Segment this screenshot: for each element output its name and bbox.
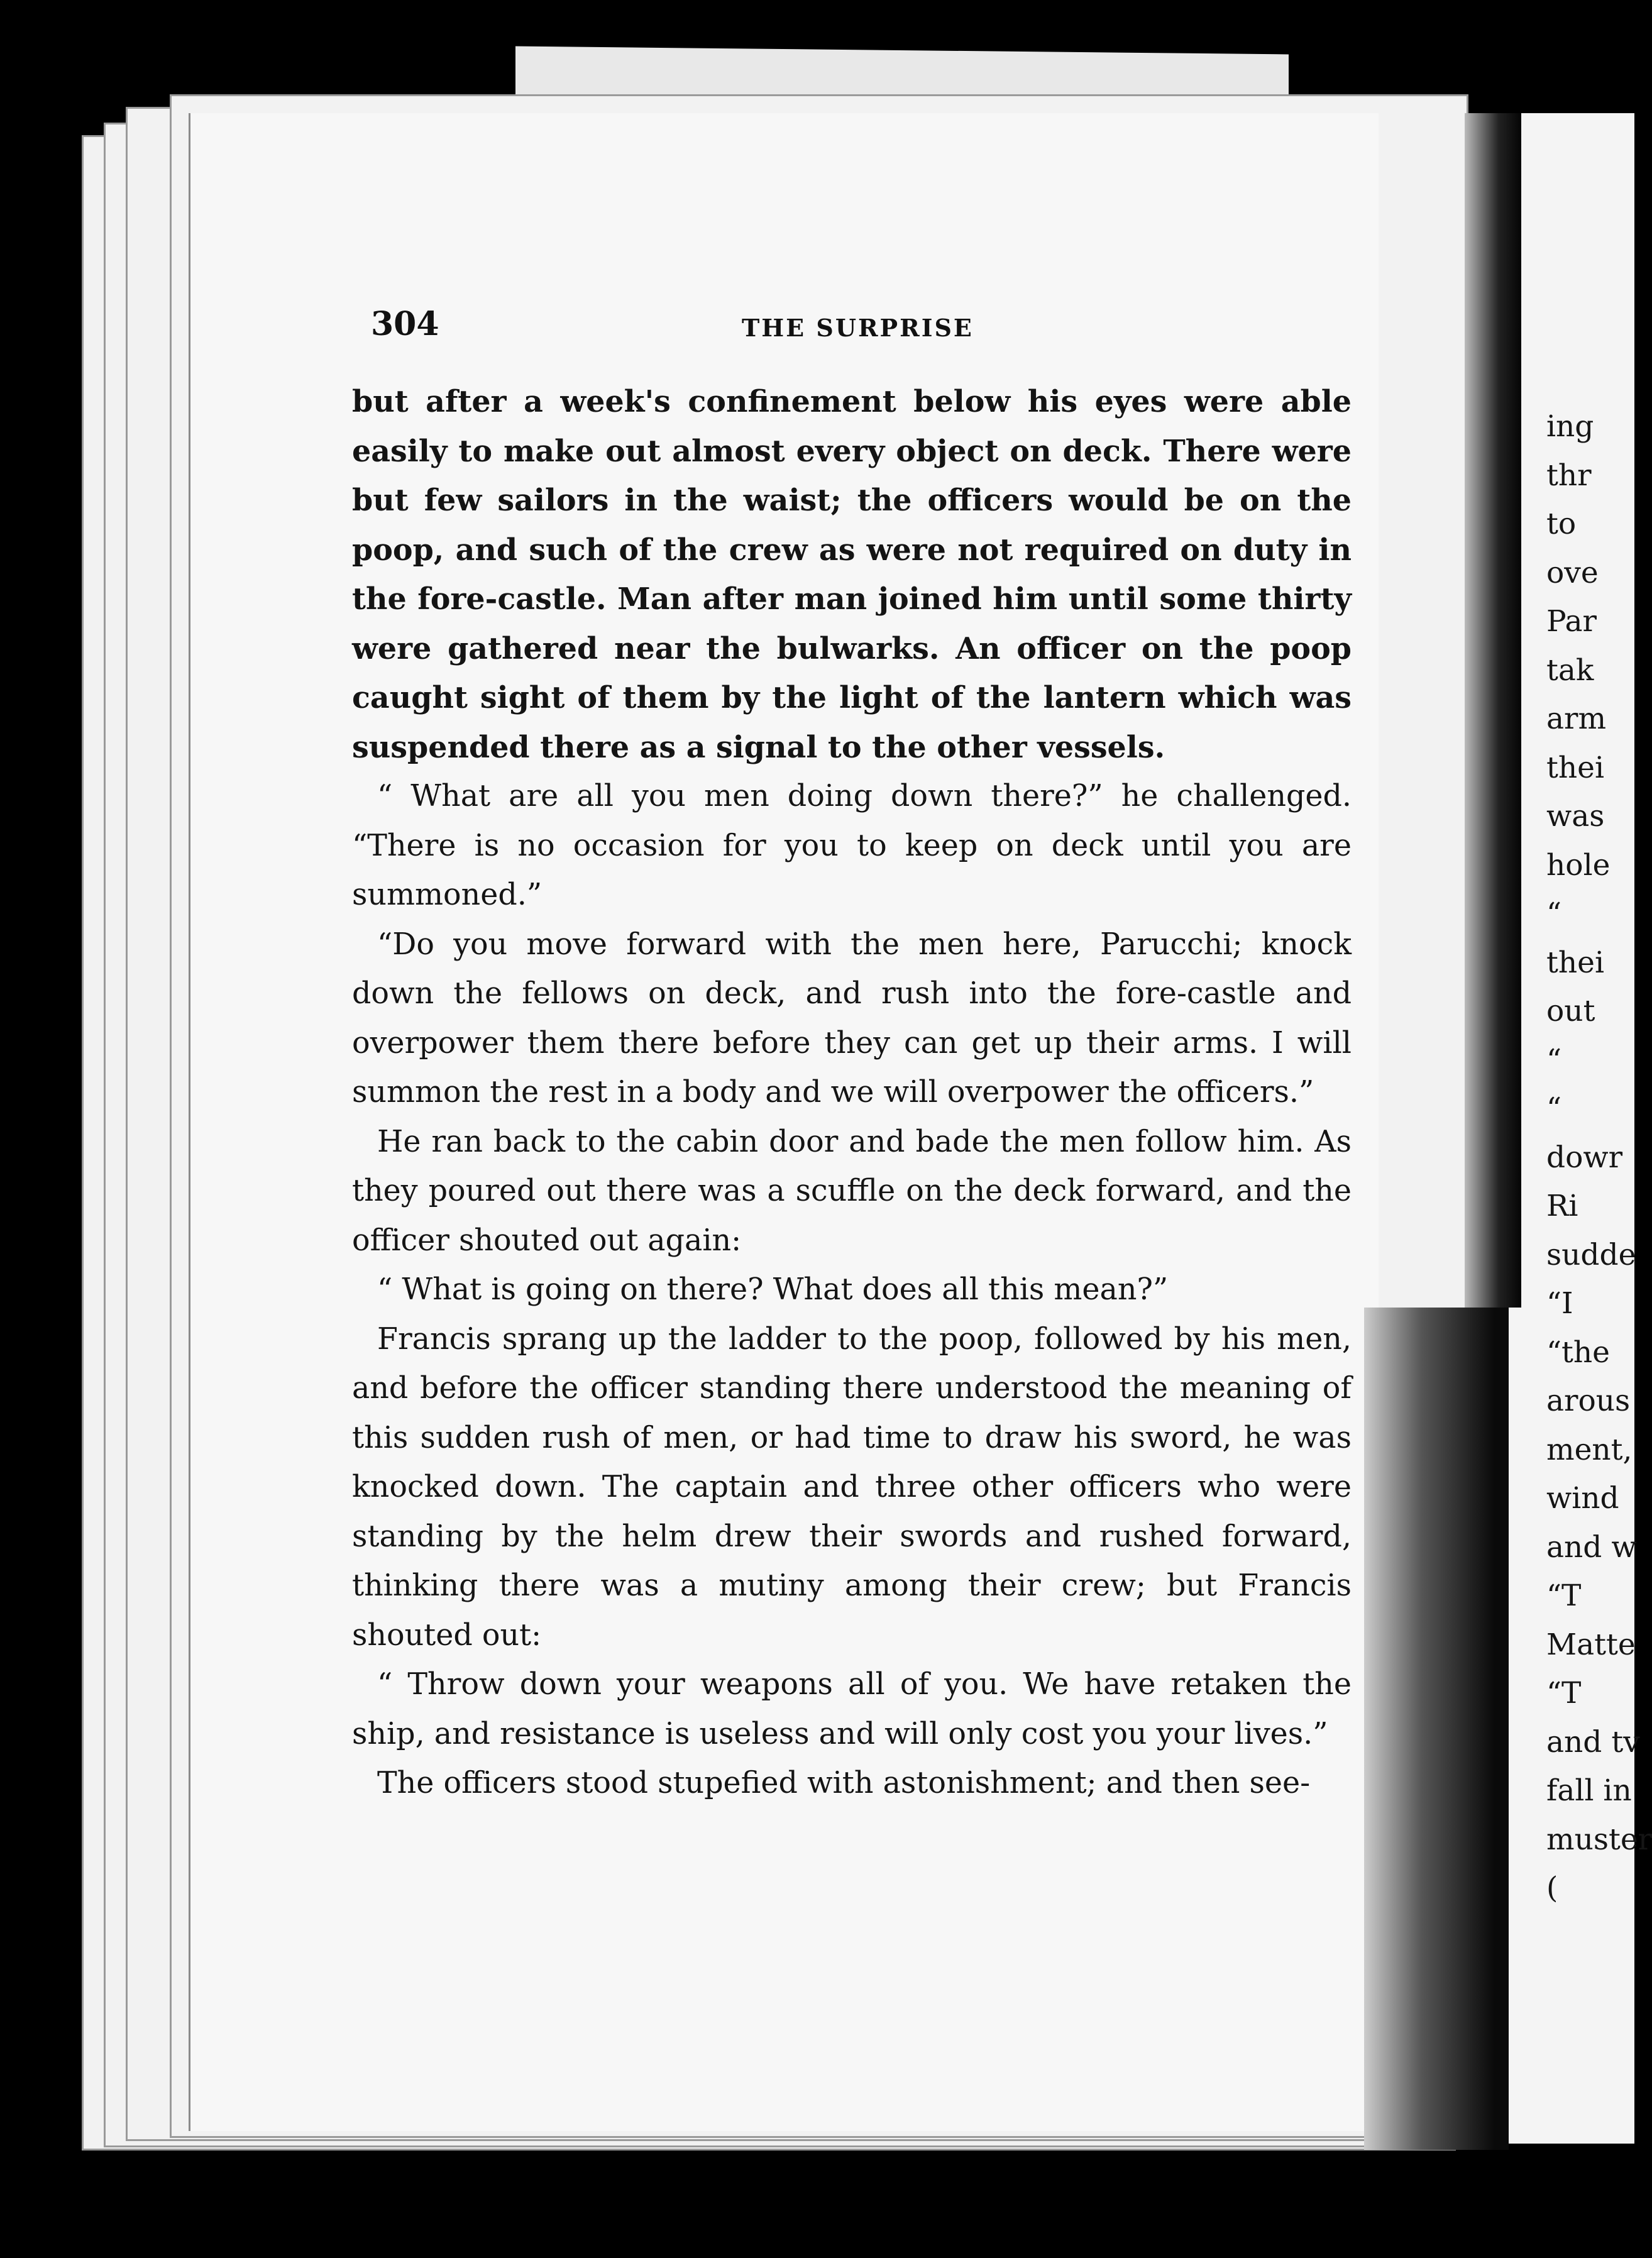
facing-line: ment, [1546,1432,1633,1467]
facing-line: ove [1546,555,1599,590]
facing-line: “ [1546,1042,1562,1077]
paragraph: Francis sprang up the ladder to the poop, followed by his men, and before the officer standing there understood the meaning of this sudden rush of men, or had time to draw his sword, he was knocked down. The captain and three other officers who were standing by the helm drew their swords and rushed forward, thinking there was a mutiny among their crew; but Francis shouted out: [352,1321,1352,1653]
paragraph: “ What are all you men doing down there?” he challenged. “There is no occasion for you to keep on deck until you are summoned.” [352,779,1352,912]
facing-line: wind [1546,1481,1619,1516]
page-number: 304 [371,305,439,343]
facing-line: was [1546,799,1605,834]
facing-line: and w [1546,1529,1637,1565]
facing-line: Matte [1546,1627,1636,1662]
facing-line: muster [1546,1822,1652,1857]
facing-line: arous [1546,1384,1631,1418]
paragraph: “ Throw down your weapons all of you. We have retaken the ship, and resistance is useless and will only cost you your lives.” [352,1667,1352,1751]
facing-line: “ [1546,896,1562,931]
paragraph: The officers stood stupefied with astonishment; and then see- [377,1766,1311,1800]
running-title: THE SURPRISE [742,314,974,342]
paragraph: “Do you move forward with the men here, Parucchi; knock down the fellows on deck, and rush into the fore-castle and overpower them there before they can get up their arms. I will summon the rest in a body and we will overpower the officers.” [352,927,1352,1110]
gutter-shadow [1465,113,1521,1308]
facing-line: fall in [1546,1773,1632,1808]
facing-line: thei [1546,945,1605,980]
facing-line: and tv [1546,1724,1640,1760]
facing-line: “T [1546,1676,1582,1710]
facing-line: ( [1546,1871,1558,1905]
facing-line: ing [1546,409,1594,444]
facing-page-text [1546,402,1652,1913]
facing-line: Ri [1546,1189,1578,1223]
facing-line: dowr [1546,1140,1623,1175]
facing-line: out [1546,994,1595,1028]
facing-line: arm [1546,702,1607,736]
facing-line: tak [1546,653,1594,688]
paragraph: “ What is going on there? What does all this mean?” [377,1272,1169,1307]
facing-line: Par [1546,604,1597,639]
paragraph: He ran back to the cabin door and bade the men follow him. As they poured out there was a scuffle on the deck forward, and the officer shouted out again: [352,1124,1352,1258]
facing-line: sudde [1546,1237,1636,1272]
facing-line: thei [1546,750,1605,785]
paragraph: but after a week's confinement below his eyes were able easily to make out almost every object on deck. There were but few sailors in the waist; the officers would be on the poop, and such of the crew as were not required on duty in the fore-castle. Man after man joined him until some thirty were gathered near the bulwarks. An officer on the poop caught sight of them by the light of the lantern which was suspended there as a signal to the other vessels. [352,384,1352,765]
facing-line: “the [1546,1335,1610,1370]
page-header [371,305,1345,355]
facing-line: “T [1546,1578,1582,1613]
body-text [352,377,1352,1809]
facing-line: hole [1546,847,1611,883]
facing-line: “I [1546,1286,1573,1321]
facing-line: thr [1546,458,1592,493]
facing-line: to [1546,507,1577,541]
torn-page-edge [1364,1308,1509,2150]
facing-line: “ [1546,1091,1562,1126]
